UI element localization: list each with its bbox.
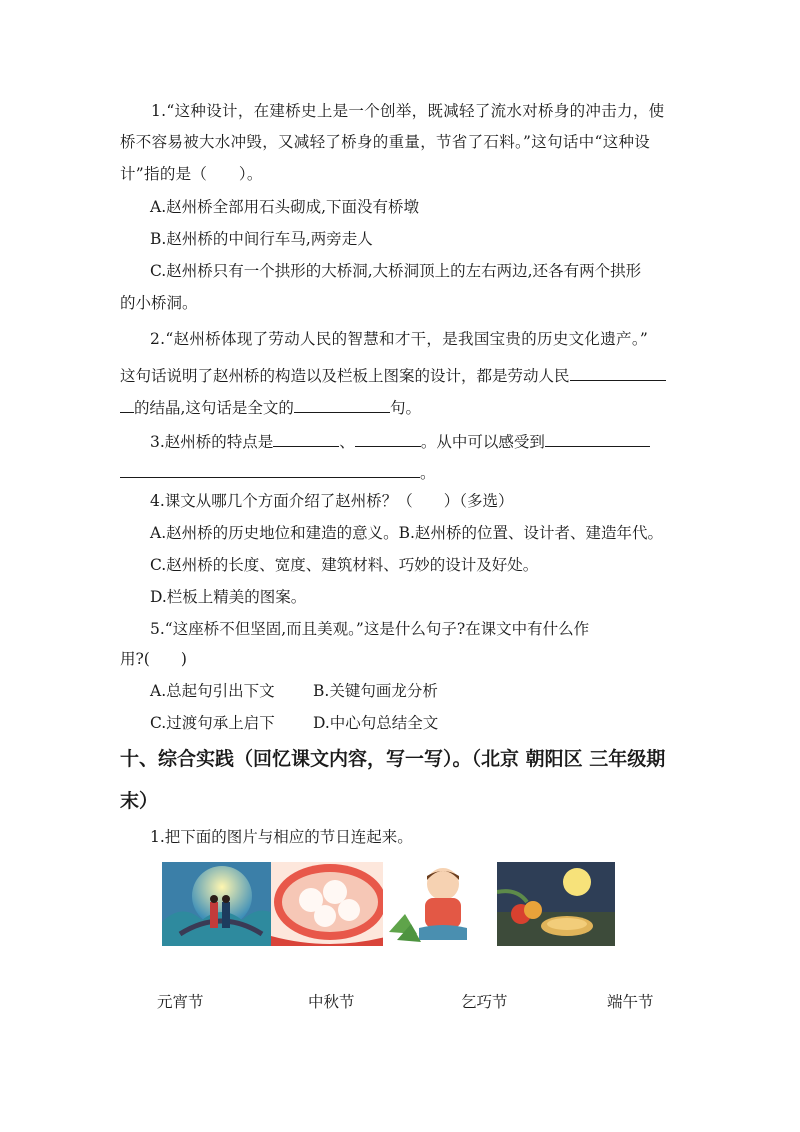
- q5-option-a: A.总起句引出下文: [150, 682, 275, 700]
- q1-line1: 1.“这种设计，在建桥史上是一个创举，既减轻了流水对桥身的冲击力，使: [151, 102, 665, 120]
- answer-blank[interactable]: [120, 461, 420, 478]
- q5-line2: 用?( ): [120, 650, 187, 668]
- q4-stem: 4.课文从哪几个方面介绍了赵州桥？（ ）（多选）: [150, 492, 514, 510]
- q1-line2: 桥不容易被大水冲毁，又减轻了桥身的重量，节省了石料。”这句话中“这种设: [120, 133, 651, 151]
- q2-line3-text-a: 的结晶,这句话是全文的: [134, 399, 294, 417]
- q1-option-a: A.赵州桥全部用石头砌成,下面没有桥墩: [150, 198, 420, 216]
- festival-label: 元宵节: [157, 993, 204, 1011]
- answer-blank[interactable]: [120, 396, 134, 413]
- q5-option-d: D.中心句总结全文: [313, 714, 439, 732]
- festival-label: 乞巧节: [461, 993, 508, 1011]
- q2-line2: [120, 364, 666, 387]
- q3-text-b: 。从中可以感受到: [420, 433, 545, 451]
- q1-option-c-line1: C.赵州桥只有一个拱形的大桥洞,大桥洞顶上的左右两边,还各有两个拱形: [150, 262, 642, 280]
- q2-line3-text-b: 句。: [389, 399, 421, 417]
- q3-end: 。: [420, 464, 436, 482]
- answer-blank[interactable]: [294, 396, 390, 413]
- qixi-bridge-moon-image: [162, 862, 280, 946]
- q2-line1: 2.“赵州桥体现了劳动人民的智慧和才干，是我国宝贵的历史文化遗产。”: [150, 330, 649, 348]
- answer-blank[interactable]: [355, 430, 421, 447]
- q1-line3: 计”指的是（ ）。: [120, 165, 263, 183]
- q3-separator: 、: [339, 433, 355, 451]
- q4-option-d: D.栏板上精美的图案。: [150, 588, 307, 606]
- festival-label: 中秋节: [308, 993, 355, 1011]
- answer-blank[interactable]: [273, 430, 339, 447]
- q5-option-c: C.过渡句承上启下: [150, 714, 275, 732]
- q3-line2: [120, 461, 436, 484]
- section-10-title-line1: 十、综合实践（回忆课文内容，写一写）。（北京 朝阳区 三年级期: [120, 748, 666, 770]
- q3-text-a: 3.赵州桥的特点是: [150, 433, 274, 451]
- q5-line1: 5.“这座桥不但坚固,而且美观。”这是什么句子?在课文中有什么作: [150, 620, 590, 638]
- answer-blank[interactable]: [545, 430, 650, 447]
- section-10-title-line2: 末）: [120, 790, 159, 812]
- q1-option-c-line2: 的小桥洞。: [120, 294, 198, 312]
- q4-option-ab: A.赵州桥的历史地位和建造的意义。B.赵州桥的位置、设计者、建造年代。: [150, 524, 663, 542]
- child-zongzi-image: [383, 862, 501, 946]
- q3-line1: [150, 430, 650, 453]
- q1-option-b: B.赵州桥的中间行车马,两旁走人: [150, 230, 373, 248]
- section-10-q1: 1.把下面的图片与相应的节日连起来。: [150, 828, 413, 846]
- q4-option-c: C.赵州桥的长度、宽度、建筑材料、巧妙的设计及好处。: [150, 556, 539, 574]
- mooncake-fullmoon-image: [497, 862, 615, 946]
- answer-blank[interactable]: [570, 364, 666, 381]
- tangyuan-bowl-image: [271, 862, 389, 946]
- q2-line2-text: 这句话说明了赵州桥的构造以及栏板上图案的设计，都是劳动人民: [120, 367, 570, 385]
- q2-line3: [120, 396, 421, 419]
- q5-option-b: B.关键句画龙分析: [313, 682, 438, 700]
- festival-label: 端午节: [607, 993, 654, 1011]
